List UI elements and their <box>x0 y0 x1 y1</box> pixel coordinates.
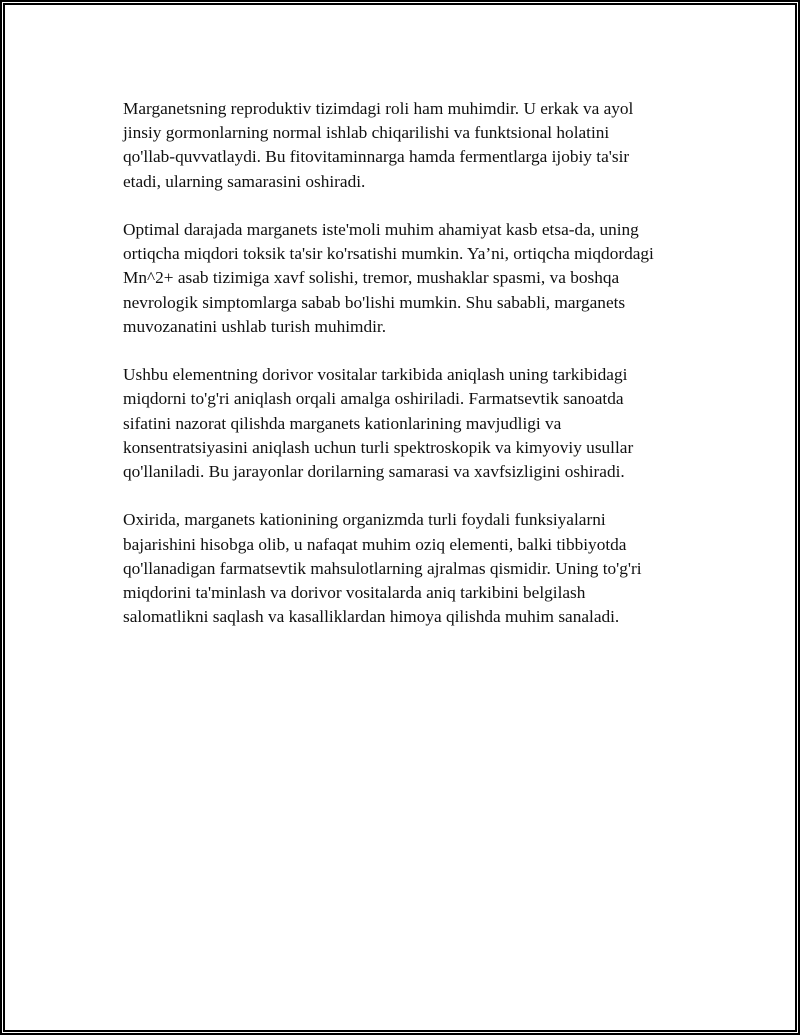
text-line: Oxirida, marganets kationining organizmda turli foydali funksiyalarni <box>123 510 606 530</box>
text-line: etadi, ularning samarasini oshiradi. <box>123 171 366 191</box>
text-line: Ushbu elementning dorivor vositalar tarkibida aniqlash uning tarkibidagi <box>123 365 628 385</box>
text-line: Optimal darajada marganets iste'moli muhim ahamiyat kasb etsa-da, uning <box>123 220 639 239</box>
document-body <box>123 97 693 654</box>
text-line: qo'llab-quvvatlaydi. Bu fitovitaminnarga hamda fermentlarga ijobiy ta'sir <box>123 147 630 167</box>
paragraph-determination <box>123 363 693 484</box>
text-line: salomatlikni saqlash va kasalliklardan himoya qilishda muhim sanaladi. <box>123 607 620 627</box>
text-line: miqdorni to'g'ri aniqlash orqali amalga oshiriladi. Farmatsevtik sanoatda <box>123 389 624 409</box>
text-line: Marganetsning reproduktiv tizimdagi roli ham muhimdir. U erkak va ayol <box>123 99 634 118</box>
text-line: muvozanatini ushlab turish muhimdir. <box>123 316 387 336</box>
text-line: Mn^2+ asab tizimiga xavf solishi, tremor, mushaklar spasmi, va boshqa <box>123 268 620 288</box>
text-line: qo'llanadigan farmatsevtik mahsulotlarning ajralmas qismidir. Uning to'g'ri <box>123 558 642 578</box>
text-line: ortiqcha miqdori toksik ta'sir ko'rsatishi mumkin. Ya’ni, ortiqcha miqdordagi <box>123 244 654 264</box>
paragraph-reproductive-role <box>123 97 693 194</box>
text-line: miqdorini ta'minlash va dorivor vositalarda aniq tarkibini belgilash <box>123 583 586 603</box>
text-line: jinsiy gormonlarning normal ishlab chiqarilishi va funktsional holatini <box>123 123 610 143</box>
paragraph-toxicity <box>123 218 693 339</box>
text-line: sifatini nazorat qilishda marganets kationlarining mavjudligi va <box>123 413 562 433</box>
text-line: konsentratsiyasini aniqlash uchun turli spektroskopik va kimyoviy usullar <box>123 437 634 457</box>
text-line: nevrologik simptomlarga sabab bo'lishi mumkin. Shu sababli, marganets <box>123 292 626 312</box>
paragraph-conclusion <box>123 508 693 629</box>
text-line: qo'llaniladi. Bu jarayonlar dorilarning samarasi va xavfsizligini oshiradi. <box>123 462 625 482</box>
text-line: bajarishini hisobga olib, u nafaqat muhim oziq elementi, balki tibbiyotda <box>123 534 627 554</box>
